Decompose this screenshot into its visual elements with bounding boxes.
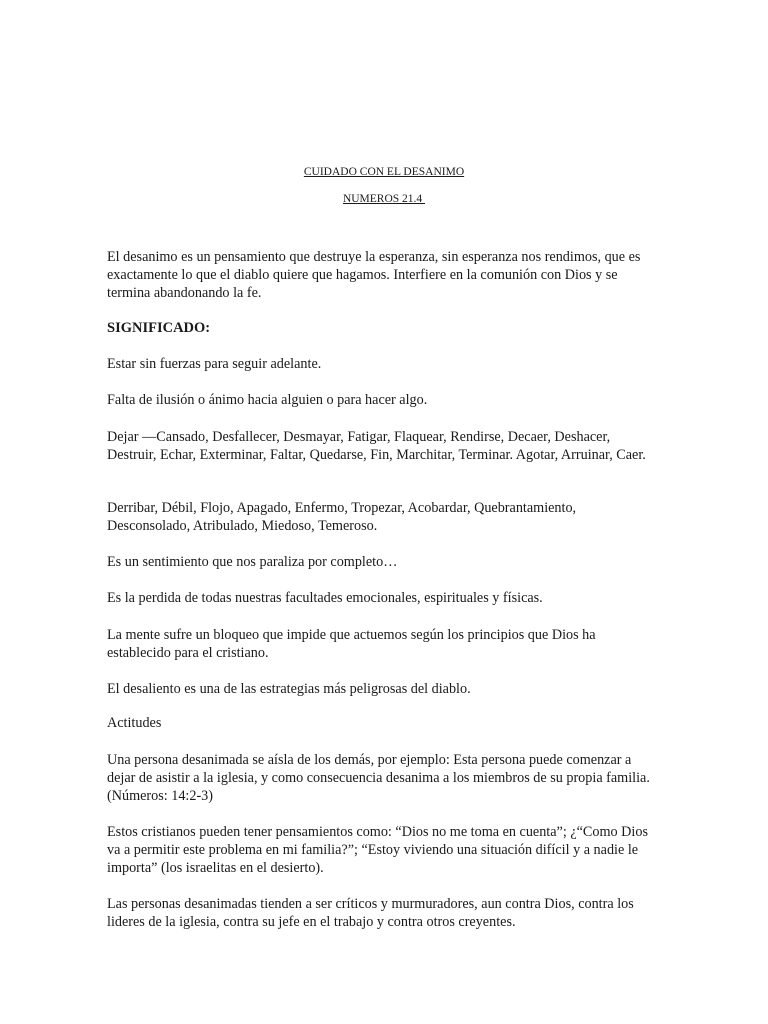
paragraph-thoughts: Estos cristianos pueden tener pensamientos como: “Dios no me toma en cuenta”; ¿“Como Dios va a permitir este problema en mi familia?”; “Estoy viviendo una situación difícil y a nadie le importa” (los israelitas en el desierto).: [107, 824, 648, 876]
document-subtitle: NUMEROS 21.4: [342, 193, 426, 205]
document-title: CUIDADO CON EL DESANIMO: [303, 166, 465, 178]
paragraph-sentiment: Es un sentimiento que nos paraliza por completo…: [107, 554, 398, 570]
paragraph-definition-1: Estar sin fuerzas para seguir adelante.: [107, 356, 322, 372]
paragraph-mind: La mente sufre un bloqueo que impide que actuemos según los principios que Dios ha establecido para el cristiano.: [107, 627, 596, 661]
paragraph-strategy: El desaliento es una de las estrategias más peligrosas del diablo.: [107, 681, 471, 697]
section-heading-significado: SIGNIFICADO:: [107, 320, 211, 336]
paragraph-synonyms-1: Dejar —Cansado, Desfallecer, Desmayar, Fatigar, Flaquear, Rendirse, Decaer, Deshacer, Destruir, Echar, Exterminar, Faltar, Quedarse, Fin, Marchitar, Terminar. Agotar, Arruinar, Caer.: [107, 429, 646, 463]
paragraph-loss: Es la perdida de todas nuestras facultades emocionales, espirituales y físicas.: [107, 590, 543, 606]
section-heading-actitudes: Actitudes: [107, 715, 162, 731]
paragraph-isolation: Una persona desanimada se aísla de los demás, por ejemplo: Esta persona puede comenzar a dejar de asistir a la iglesia, y como consecuencia desanima a los miembros de su propia familia. (Números: 14:2-3): [107, 752, 650, 804]
paragraph-synonyms-2: Derribar, Débil, Flojo, Apagado, Enfermo, Tropezar, Acobardar, Quebrantamiento, Desconsolado, Atribulado, Miedoso, Temeroso.: [107, 500, 577, 534]
paragraph-critics: Las personas desanimadas tienden a ser críticos y murmuradores, aun contra Dios, contra los lideres de la iglesia, contra su jefe en el trabajo y contra otros creyentes.: [107, 896, 634, 930]
paragraph-intro: El desanimo es un pensamiento que destruye la esperanza, sin esperanza nos rendimos, que es exactamente lo que el diablo quiere que hagamos. Interfiere en la comunión con Dios y se termina abandonando la fe.: [107, 249, 641, 301]
paragraph-definition-2: Falta de ilusión o ánimo hacia alguien o para hacer algo.: [107, 392, 428, 408]
